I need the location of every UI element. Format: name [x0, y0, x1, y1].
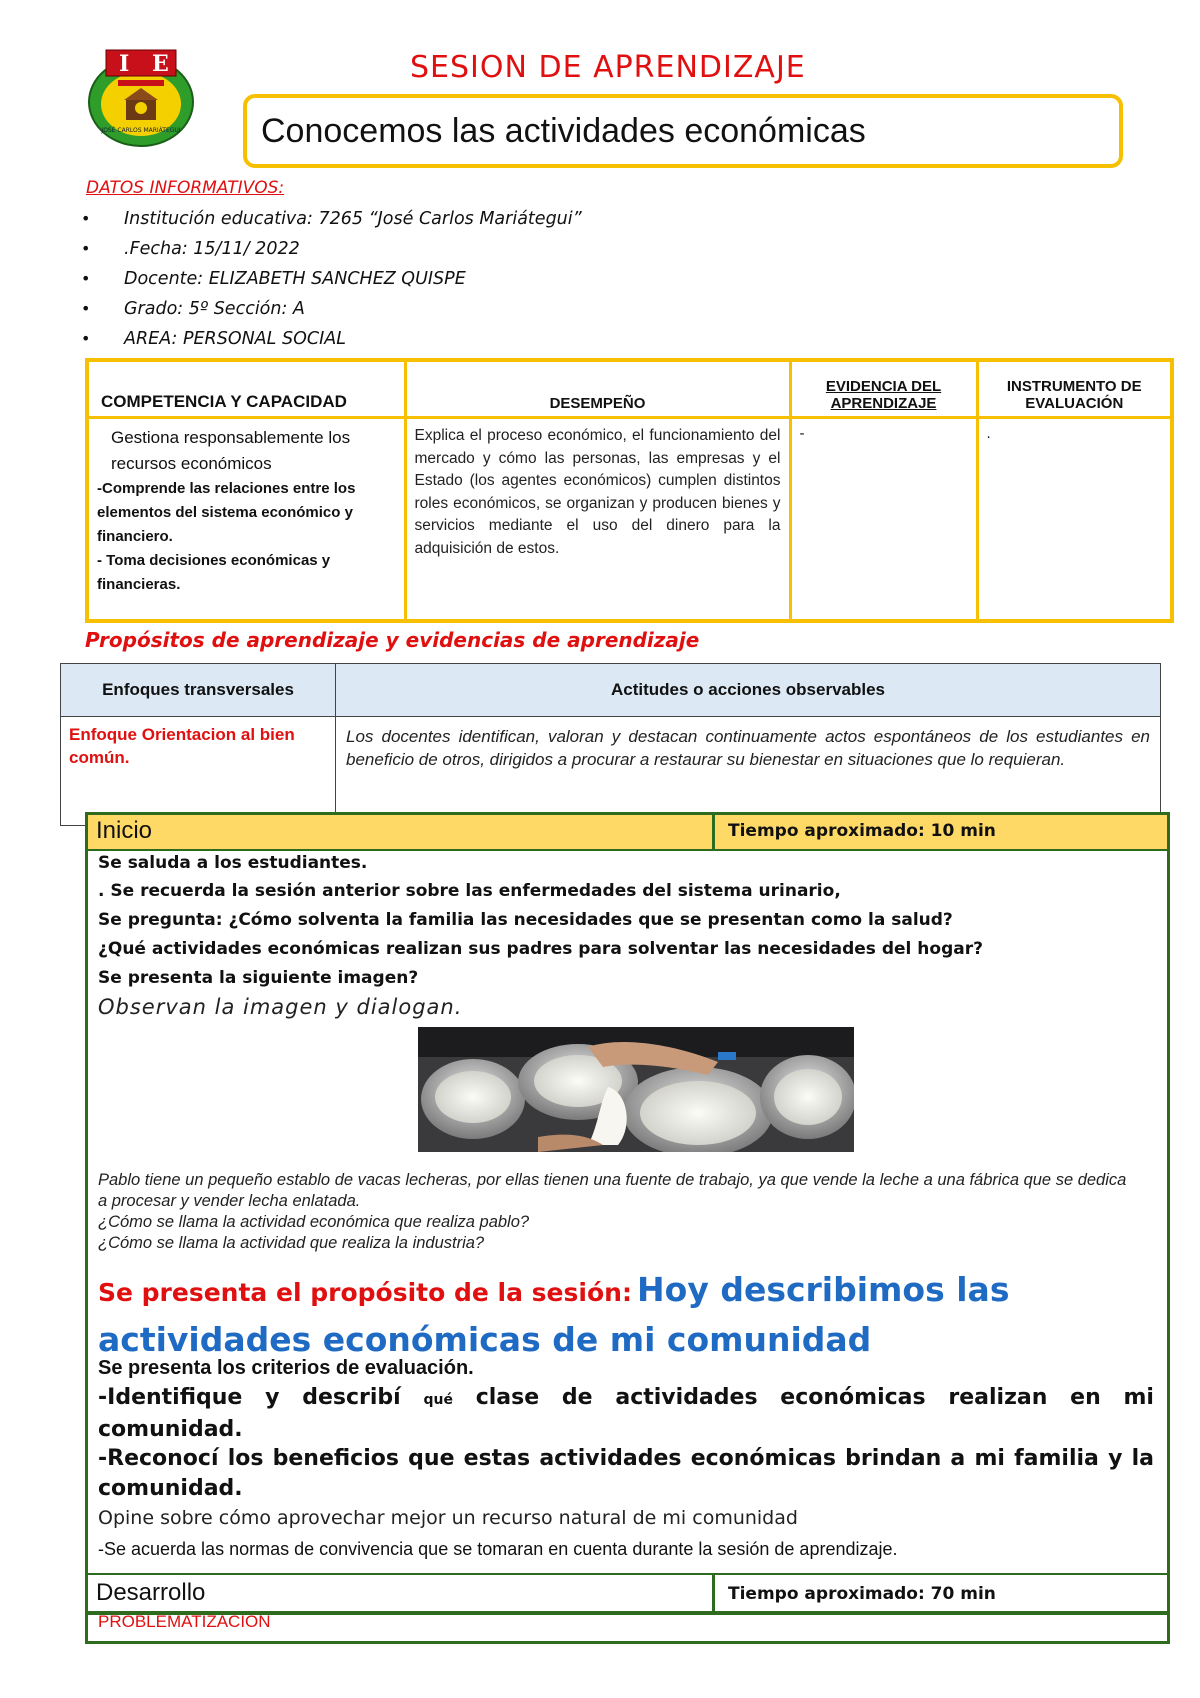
- opine-text: Opine sobre cómo aprovechar mejor un recurso natural de mi comunidad: [98, 1507, 798, 1529]
- story-paragraph: Pablo tiene un pequeño establo de vacas lecheras, por ellas tienen una fuente de trabajo, ya que vende la leche a una fábrica que se dedica a procesar y vender lecha enlatada.: [98, 1171, 1127, 1210]
- header-instrumento: INSTRUMENTO DE EVALUACIÓN: [977, 360, 1172, 418]
- criteria-item: [98, 1383, 1154, 1445]
- inicio-line: . Se recuerda la sesión anterior sobre las enfermedades del sistema urinario,: [98, 881, 841, 901]
- logo-letter-i: I: [119, 51, 130, 77]
- session-subtitle: Conocemos las actividades económicas: [243, 94, 1123, 168]
- desempeno-text: Explica el proceso económico, el funcionamiento del mercado y cómo las personas, las empresas y el Estado (los agentes económicos) cumplen distintos roles económicos, se organizan y producen bienes y servicios mediante el uso del dinero para la adquisición de estos.: [414, 427, 781, 557]
- session-purpose: [98, 1268, 1158, 1368]
- datos-title: DATOS INFORMATIVOS:: [86, 178, 285, 198]
- competencia-cell: [87, 418, 405, 622]
- enfoque-text: Enfoque Orientacion al bien común.: [61, 717, 336, 826]
- propositos-title: Propósitos de aprendizaje y evidencias de aprendizaje: [85, 628, 700, 652]
- desarrollo-time: Tiempo aproximado: 70 min: [728, 1584, 996, 1604]
- inicio-line: Se pregunta: ¿Cómo solventa la familia las necesidades que se presentan como la salud?: [98, 910, 953, 930]
- enfoques-table: [60, 663, 1161, 826]
- header-competencia: COMPETENCIA Y CAPACIDAD: [87, 360, 405, 418]
- inicio-line: Se saluda a los estudiantes.: [98, 853, 368, 873]
- story-question: ¿Cómo se llama la actividad que realiza la industria?: [98, 1234, 485, 1252]
- school-logo: [86, 44, 196, 152]
- evidencia-cell: [790, 418, 977, 622]
- header-divider: [712, 1575, 715, 1611]
- instrumento-text: .: [986, 425, 991, 442]
- datos-list: [78, 204, 582, 354]
- logo-letter-e: E: [152, 51, 169, 77]
- inicio-line: Se presenta la siguiente imagen?: [98, 968, 419, 988]
- header-actitudes: Actitudes o acciones observables: [336, 664, 1161, 717]
- story-block: [98, 1170, 1138, 1254]
- problematizacion-text: PROBLEMATIZACION: [98, 1612, 271, 1631]
- normas-text: -Se acuerda las normas de convivencia que se tomaran en cuenta durante la sesión de aprendizaje.: [98, 1539, 898, 1559]
- header-enfoques: Enfoques transversales: [61, 664, 336, 717]
- logo-text: JOSÉ CARLOS MARIÁTEGUI: [101, 127, 181, 134]
- page-title: SESION DE APRENDIZAJE: [410, 50, 806, 85]
- story-question: ¿Cómo se llama la actividad económica que realiza pablo?: [98, 1213, 530, 1231]
- competencia-table: [85, 358, 1174, 623]
- purpose-label: Se presenta el propósito de la sesión:: [98, 1278, 632, 1307]
- criteria-text: clase de actividades económicas realizan en mi comunidad.: [98, 1385, 1154, 1442]
- inicio-line: ¿Qué actividades económicas realizan sus padres para solventar las necesidades del hogar?: [98, 939, 983, 959]
- desarrollo-header: [88, 1573, 1167, 1613]
- datos-item: • Institución educativa: 7265 “José Carlos Mariátegui”: [78, 204, 582, 234]
- desarrollo-label: Desarrollo: [96, 1579, 206, 1606]
- evidencia-text: -: [799, 425, 805, 442]
- inicio-header: [88, 815, 1167, 851]
- milk-photo: [418, 1027, 854, 1152]
- purpose-text: Hoy describimos las actividades económicas de mi comunidad: [98, 1270, 1010, 1359]
- competencia-text: Gestiona responsablemente los recursos económicos: [111, 428, 351, 473]
- criteria-text: -Identifique y describí: [98, 1385, 401, 1410]
- datos-item: • Docente: ELIZABETH SANCHEZ QUISPE: [78, 264, 582, 294]
- datos-item: • AREA: PERSONAL SOCIAL: [78, 324, 582, 354]
- header-evidencia: EVIDENCIA DEL APRENDIZAJE: [790, 360, 977, 418]
- datos-item: • Grado: 5º Sección: A: [78, 294, 582, 324]
- capacidad-item: -Comprende las relaciones entre los elementos del sistema económico y financiero.: [97, 480, 356, 545]
- inicio-time: Tiempo aproximado: 10 min: [728, 821, 996, 841]
- datos-item: • .Fecha: 15/11/ 2022: [78, 234, 582, 264]
- capacidad-item: - Toma decisiones económicas y financieras.: [97, 552, 331, 593]
- instrumento-cell: [977, 418, 1172, 622]
- desempeno-cell: [405, 418, 790, 622]
- actitudes-text: Los docentes identifican, valoran y destacan continuamente actos espontáneos de los estudiantes en beneficio de otros, dirigidos a procurar a restaurar su bienestar en situaciones que lo requieran.: [336, 717, 1161, 826]
- observan-text: Observan la imagen y dialogan.: [98, 995, 463, 1019]
- criteria-item: -Reconocí los beneficios que estas actividades económicas brindan a mi familia y la comunidad.: [98, 1446, 1154, 1501]
- header-divider: [712, 815, 715, 849]
- header-desempeno: DESEMPEÑO: [405, 360, 790, 418]
- criteria-text: qué: [423, 1392, 453, 1408]
- inicio-label: Inicio: [96, 817, 153, 844]
- criteria-title: Se presenta los criterios de evaluación.: [98, 1357, 474, 1379]
